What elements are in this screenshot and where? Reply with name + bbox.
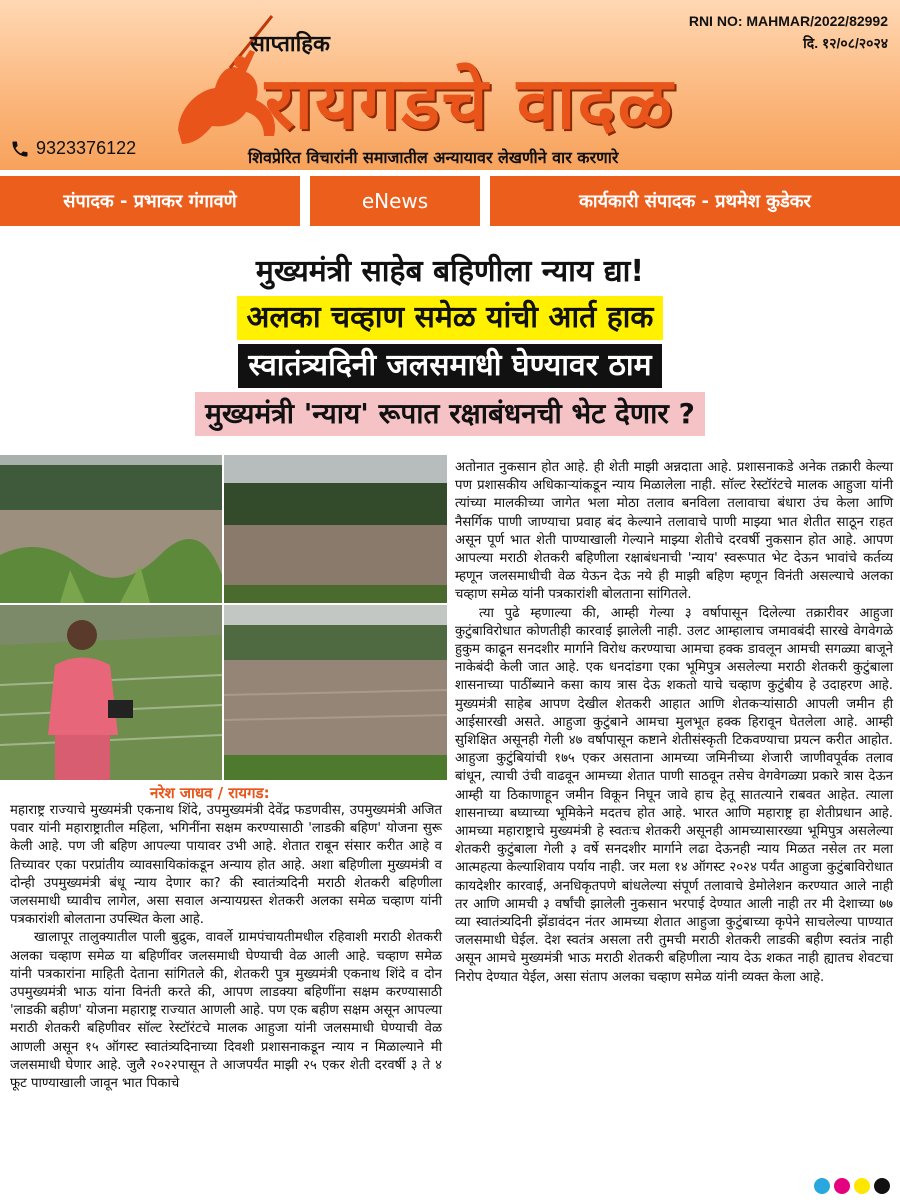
phone-contact[interactable] [10,138,136,159]
rni-number: RNI NO: MAHMAR/2022/82992 [688,13,888,29]
magenta-dot [834,1178,850,1194]
rni-block [689,10,888,54]
cmyk-registration-dots [814,1178,890,1194]
farmer-woman-photo [0,605,222,780]
flooded-field-photo [224,455,447,603]
headline-4: मुख्यमंत्री 'न्याय' रूपात रक्षाबंधनची भेट देणार ? [195,392,705,436]
yellow-dot [854,1178,870,1194]
article-column-right [455,459,893,987]
masthead [0,0,900,170]
article-paragraph: अतोनात नुकसान होत आहे. ही शेती माझी अन्नदाता आहे. प्रशासनाकडे अनेक तक्रारी केल्या पण प्रशासकीय अधिकाऱ्यांकडून न्याय मिळालेला नाही. सॉल्ट रेस्टॉरंटचे मालक आहुजा यांनी त्यांच्या मालकीच्या जागेत भला मोठा तलाव बनविला तलावाचा बंधारा उंच केला आणि नैसर्गिक पाणी जाण्याचा प्रवाह बंद केल्याने तलावाचे पाणी माझ्या भात शेतीत साठून राहत असून पूर्ण भात शेती पाण्याखाली गेल्याने माझ्या शेतीचे दरवर्षी नुकसान होत आहे. आपण आपल्या मराठी शेतकरी बहिणीला रक्षाबंधनाची 'न्याय' स्वरूपात भेट देऊन भावांचे कर्तव्य म्हणून जलसमाधीची वेळ येऊन देऊ नये ही माझी बहिण म्हणून विनंती असल्याचे अलका चव्हाण समेळ यांनी पत्रकारांशी बोलताना सांगितले. [455,460,893,603]
issue-date: दि. १२/०८/२०२४ [803,35,888,51]
headline-2: अलका चव्हाण समेळ यांची आर्त हाक [237,296,664,340]
phone-number: 9323376122 [36,138,137,158]
cyan-dot [814,1178,830,1194]
headline-1: मुख्यमंत्री साहेब बहिणीला न्याय द्या! [255,254,645,289]
tagline: शिवप्रेरित विचारांनी समाजातील अन्यायावर लेखणीने वार करणारे [248,148,619,167]
headline-3: स्वातंत्र्यदिनी जलसमाधी घेण्यावर ठाम [238,344,661,388]
weekly-label: साप्ताहिक [250,32,330,57]
newspaper-title: रायगडचे वादळ [265,61,675,145]
enews-label: eNews [310,176,480,226]
article-paragraph: खालापूर तालुक्यातील पाली बुद्रुक, वावर्ले ग्रामपंचायतीमधील रहिवाशी मराठी शेतकरी अलका चव्हाण समेळ या बहिणींवर जलसमाधी घेण्याची वेळ आली आहे. चव्हाण समेळ यांनी पत्रकारांना माहिती देताना सांगितले की, शेतकरी पुत्र मुख्यमंत्री एकनाथ शिंदे व दोन उपमुख्यमंत्री भाऊ यांना विनंती करते की, आपण लाडक्या बहिणींना सक्षम करण्यासाठी 'लाडकी बहीण' योजना महाराष्ट्र राज्यात आणली आहे. पण एक बहीण सक्षम असून आपल्या मराठी शेतकरी बहिणीवर सॉल्ट रेस्टॉरंटचे मालक आहुजा यांनी जलसमाधी घेण्याची वेळ आणली असून १५ ऑगस्ट स्वातंत्र्यदिनाच्या दिवशी प्रशासनाकडून न्याय न मिळाल्याने मी जलसमाधी घेणार आहे. जुलै २०२२पासून ते आजपर्यंत माझी २५ एकर शेती दरवर्षी ३ ते ४ फूट पाण्याखाली जावून भात पिकाचे [10,930,442,1092]
flooded-field-photo [0,455,222,603]
article-paragraph: त्या पुढे म्हणाल्या की, आम्ही गेल्या ३ वर्षापासून दिलेल्या तक्रारीवर आहुजा कुटुंबाविरोधात कोणतीही कारवाई झालेली नाही. उलट आम्हालाच जमावबंदी सारखे वेगवेगळे हुकुम काढून सनदशीर मार्गाने विरोध करण्याचा आमचा हक्क डावलून आमची सगळ्या बाजूने नाकेबंदी केली जात आहे. एक धनदांडगा एका भूमिपुत्र असलेल्या मराठी शेतकरी कुटुंबाला शासनाच्या पाठींब्याने कसा काय त्रास देऊ शकतो याचे चव्हाण कुटुंबीय हे उदाहरण आहे. मुख्यमंत्री साहेब आपण देखील शेतकरी आहात आणि शेतकऱ्यांसाठी आपली जमीन ही आईसारखी असते. आहुजा कुटुंबाने आमचा मुलभूत हक्क हिरावून घेतलेला आहे. आम्ही सुशिक्षित असूनही गेली ४७ वर्षापासून कष्टाने शेतीसंस्कृती टिकवण्याचा प्रयत्न करीत आहोत. आहुजा कुटुंबियांची १७५ एकर असताना आमच्या जमिनीच्या शेजारी जाणीवपूर्वक तलाव बांधून, त्याची उंची वाढवून आमच्या शेतात पाणी साठवून तसेच वेगवेगळ्या प्रकारे त्रास देऊन आम्ही या ठिकाणाहून जमीन विकून निघून जावे हाच हेतू सातत्याने राबवत आहेत. त्याला शासनाच्या बघ्याच्या भूमिकेने मदतच होत आहे. भारत आणि महाराष्ट्र हा शेतीप्रधान आहे. आमच्या महाराष्ट्राचे मुख्यमंत्री हे स्वतःच शेतकरी असूनही आमच्यासारख्या भूमिपुत्र असलेल्या शेतकरी कुटुंबाला गेली ३ वर्षे सनदशीर मार्गाने लढा देऊनही न्याय मिळत नसेल तर मला आत्महत्या केल्याशिवाय पर्याय नाही. जर मला १४ ऑगस्ट २०२४ पर्यंत आहुजा कुटुंबाविरोधात कायदेशीर कारवाई, अनधिकृतपणे बांधलेल्या संपूर्ण तलावाचे डेमोलेशन करण्यात आले नाही तर आणि आमची ३ वर्षांची झालेली नुकसान भरपाई देण्यात आली नाही तर मी देशाच्या ७७ व्या स्वातंत्र्यदिनी झेंडावंदन नंतर आमच्या शेतात आहुजा कुटुंबाच्या कृपेने साचलेल्या पाण्यात जलसमाधी घेईल. देश स्वतंत्र असला तरी तुमची मराठी शेतकरी लाडकी बहीण स्वतंत्र नाही असून आमचे मुख्यमंत्री भाऊ मराठी शेतकरी बहिणीला न्याय देऊ शकत नाही ह्यातच शेवटचा निरोप देण्यात येईल, असा संताप अलका चव्हाण समेळ यांनी व्यक्त केला आहे. [455,605,893,985]
article-paragraph: महाराष्ट्र राज्याचे मुख्यमंत्री एकनाथ शिंदे, उपमुख्यमंत्री देवेंद्र फडणवीस, उपमुख्यमंत्री अजित पवार यांनी महाराष्ट्रातील महिला, भगिनींना सक्षम करण्यासाठी 'लाडकी बहिण' योजना सुरू केली आहे. पण जी बहिण आपल्या पायावर उभी आहे. शेतात राबून संसार करीत आहे व तिच्यावर एका परप्रांतीय व्यावसायिकांकडून अन्याय होत आहे. अशा बहिणीला मुख्यमंत्री व दोन्ही उपमुख्यमंत्री बंधू न्याय देणार का? की स्वातंत्र्यदिनी मराठी शेतकरी बहिणीला जलसमाधी घ्यावीच लागेल, असा सवाल अन्यायग्रस्त शेतकरी अलका समेळ चव्हाण यांनी पत्रकारांशी बोलताना उपस्थित केला आहे. [10,803,442,928]
editor-name: संपादक - प्रभाकर गंगावणे [0,176,300,226]
executive-editor-name: कार्यकारी संपादक - प्रथमेश कुडेकर [490,176,900,226]
headline-block [0,240,900,436]
phone-icon [10,139,30,159]
black-dot [874,1178,890,1194]
article-column-left [10,802,442,1093]
editor-bar [0,176,900,226]
byline: नरेश जाधव / रायगड: [150,784,270,802]
flooded-field-photo [224,605,447,780]
photo-collage [0,455,447,780]
